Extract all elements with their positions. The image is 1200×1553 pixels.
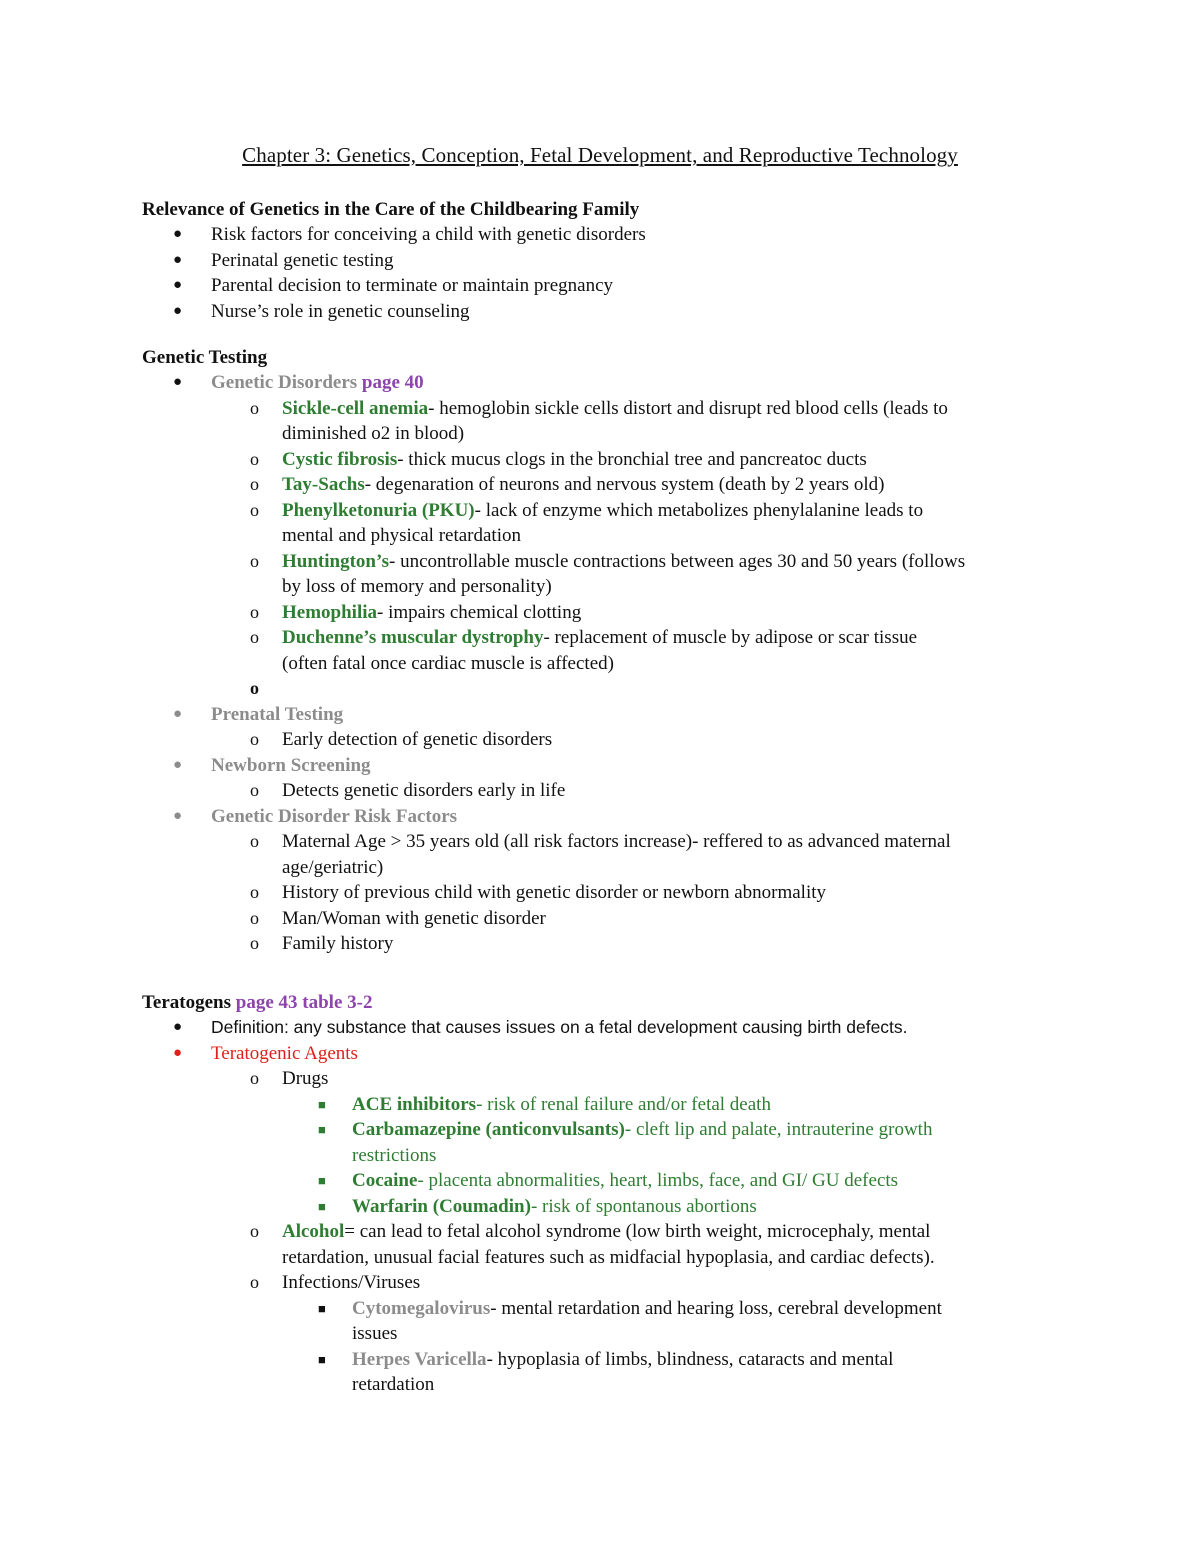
list-item-continuation: age/geriatric) — [282, 856, 384, 878]
list-item: o Sickle-cell anemia- hemoglobin sickle cells distort and disrupt red blood cells (leads to — [142, 396, 1102, 422]
list-item: o Man/Woman with genetic disorder — [142, 906, 1102, 932]
genetic-testing-heading: Genetic Testing — [142, 347, 268, 368]
list-item: o Duchenne’s muscular dystrophy- replacement of muscle by adipose or scar tissue — [142, 625, 1102, 651]
list-item: ● Definition: any substance that causes issues on a fetal development causing birth defects. — [142, 1015, 1102, 1041]
list-item: ● Perinatal genetic testing — [142, 248, 1102, 274]
bullet-icon: ● — [173, 251, 183, 268]
list-item: ● Risk factors for conceiving a child with genetic disorders — [142, 222, 1102, 248]
teratogens-section — [142, 990, 1102, 1398]
list-item-continuation: retardation, unusual facial features such as midfacial hypoplasia, and cardiac defects). — [282, 1246, 935, 1268]
list-item: o Family history — [142, 931, 1102, 957]
circle-bullet-icon: o — [250, 499, 259, 520]
list-item-continuation: retardation — [352, 1374, 435, 1395]
circle-bullet-icon: o — [250, 1272, 259, 1292]
list-item-continuation: mental and physical retardation — [282, 525, 521, 546]
list-item: o Phenylketonuria (PKU)- lack of enzyme which metabolizes phenylalanine leads to — [142, 498, 1102, 524]
list-item: o Detects genetic disorders early in life — [142, 778, 1102, 804]
genetic-testing-section — [142, 345, 1102, 957]
list-item: o Drugs — [142, 1066, 1102, 1092]
list-item: ● Prenatal Testing — [142, 702, 1102, 728]
circle-bullet-icon: o — [250, 550, 259, 571]
list-item-continuation: restrictions — [352, 1144, 437, 1166]
list-item: ■ Warfarin (Coumadin)- risk of spontanous abortions — [142, 1194, 1102, 1220]
list-item: ■ Cytomegalovirus- mental retardation and hearing loss, cerebral development — [142, 1296, 1102, 1322]
bullet-icon: ● — [173, 1019, 183, 1035]
circle-bullet-icon: o — [250, 448, 259, 469]
list-item: o Maternal Age > 35 years old (all risk factors increase)- reffered to as advanced maternal — [142, 829, 1102, 855]
circle-bullet-icon: o — [250, 831, 259, 851]
bullet-icon: ● — [173, 374, 183, 390]
square-bullet-icon: ■ — [318, 1351, 326, 1367]
page-reference: page 40 — [361, 372, 424, 393]
bullet-icon: ● — [173, 807, 183, 824]
list-item: o History of previous child with genetic disorder or newborn abnormality — [142, 880, 1102, 906]
list-item: o Huntington’s- uncontrollable muscle contractions between ages 30 and 50 years (follows — [142, 549, 1102, 575]
list-item-continuation: (often fatal once cardiac muscle is affected) — [282, 652, 614, 674]
square-bullet-icon: ■ — [318, 1300, 326, 1316]
empty-list-item — [142, 676, 1102, 702]
list-item: o Hemophilia- impairs chemical clotting — [142, 600, 1102, 626]
square-bullet-icon: ■ — [318, 1096, 326, 1112]
list-item-continuation: by loss of memory and personality) — [282, 576, 552, 597]
list-item: ■ ACE inhibitors- risk of renal failure and/or fetal death — [142, 1092, 1102, 1118]
bullet-icon: ● — [173, 756, 183, 773]
circle-bullet-icon: o — [250, 780, 259, 800]
square-bullet-icon: ■ — [318, 1173, 326, 1188]
list-item: ● Teratogenic Agents — [142, 1041, 1102, 1067]
relevance-heading: Relevance of Genetics in the Care of the Childbearing Family — [142, 199, 640, 220]
list-item-continuation: diminished o2 in blood) — [282, 423, 465, 444]
bullet-icon: ● — [173, 1044, 183, 1061]
bullet-icon: ● — [173, 226, 183, 242]
list-item: o Cystic fibrosis- thick mucus clogs in the bronchial tree and pancreatoc ducts — [142, 447, 1102, 473]
list-item: ■ Herpes Varicella- hypoplasia of limbs, blindness, cataracts and mental — [142, 1347, 1102, 1373]
list-item: ● Nurse’s role in genetic counseling — [142, 299, 1102, 325]
relevance-section — [142, 197, 1102, 324]
list-item: ● Genetic Disorder Risk Factors — [142, 804, 1102, 830]
circle-bullet-icon: o — [250, 882, 259, 902]
circle-bullet-icon: o — [250, 933, 259, 953]
bullet-icon: ● — [173, 705, 183, 722]
square-bullet-icon: ■ — [318, 1198, 326, 1214]
list-item-continuation: issues — [352, 1323, 398, 1344]
circle-bullet-icon: o — [250, 601, 259, 622]
circle-bullet-icon: o — [250, 1068, 259, 1088]
list-item: ● Genetic Disorders page 40 — [142, 370, 1102, 396]
circle-bullet-icon: o — [250, 474, 259, 494]
list-item: o Early detection of genetic disorders — [142, 727, 1102, 753]
circle-bullet-icon: o — [250, 907, 259, 928]
page-reference: page 43 table 3-2 — [235, 992, 373, 1013]
circle-bullet-icon: o — [250, 678, 259, 698]
list-item: ● Newborn Screening — [142, 753, 1102, 779]
list-item: ■ Carbamazepine (anticonvulsants)- cleft lip and palate, intrauterine growth — [142, 1117, 1102, 1143]
circle-bullet-icon: o — [250, 397, 259, 418]
list-item: o Tay-Sachs- degenaration of neurons and nervous system (death by 2 years old) — [142, 472, 1102, 498]
bullet-icon: ● — [173, 302, 183, 319]
circle-bullet-icon: o — [250, 1221, 259, 1241]
circle-bullet-icon: o — [250, 627, 259, 647]
teratogens-heading: Teratogens page 43 table 3-2 — [142, 992, 373, 1013]
list-item: ● Parental decision to terminate or maintain pregnancy — [142, 273, 1102, 299]
bullet-icon: ● — [173, 277, 183, 293]
list-item: o Alcohol= can lead to fetal alcohol syndrome (low birth weight, microcephaly, mental — [142, 1219, 1102, 1245]
circle-bullet-icon: o — [250, 729, 259, 749]
page-title: Chapter 3: Genetics, Conception, Fetal Development, and Reproductive Technology — [242, 143, 958, 167]
square-bullet-icon: ■ — [318, 1122, 326, 1137]
list-item: ■ Cocaine- placenta abnormalities, heart, limbs, face, and GI/ GU defects — [142, 1168, 1102, 1194]
list-item: o Infections/Viruses — [142, 1270, 1102, 1296]
